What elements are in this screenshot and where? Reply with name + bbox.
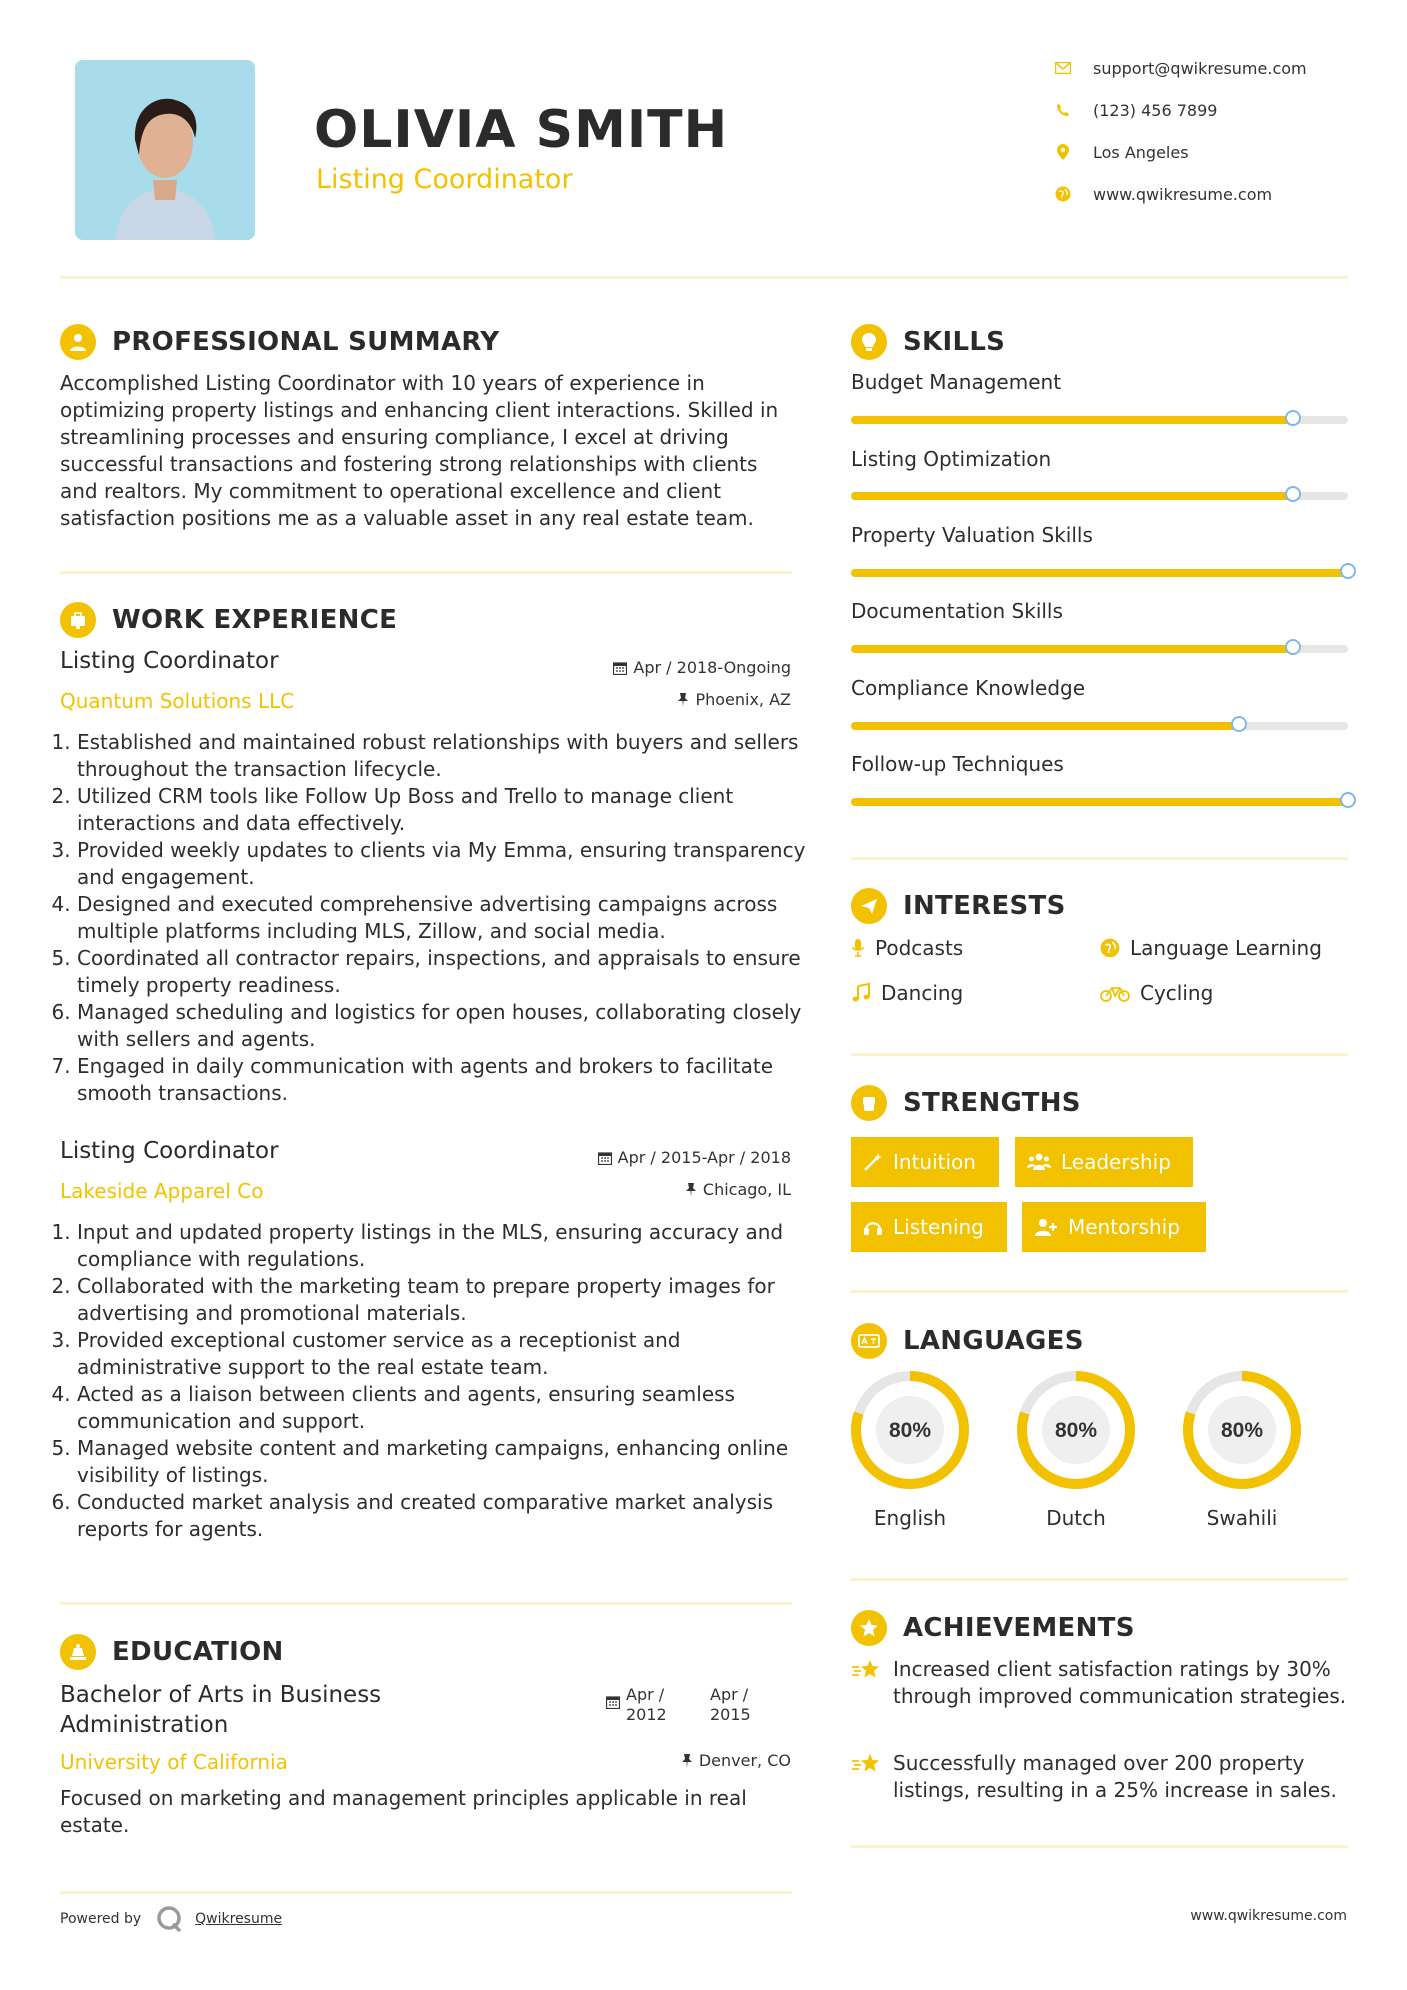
- briefcase-icon: [60, 602, 96, 638]
- interests-heading: INTERESTS: [851, 888, 1066, 924]
- job-title: Listing Coordinator: [60, 1138, 279, 1164]
- list-item: 3. Provided exceptional customer service as a receptionist and administrative support to the real estate team.: [77, 1327, 817, 1381]
- skill-bar-fill: [851, 722, 1239, 730]
- list-item: 2. Utilized CRM tools like Follow Up Boss and Trello to manage client interactions and data effectively.: [77, 783, 817, 837]
- interest-item: Language Learning: [1100, 936, 1322, 960]
- skill-bar: [851, 416, 1348, 424]
- job-dates: Apr / 2018-Ongoing: [613, 658, 791, 677]
- language-ring: [849, 1369, 971, 1491]
- interest-item: Dancing: [851, 981, 963, 1005]
- magic-wand-icon: [863, 1152, 883, 1172]
- list-item: 4. Designed and executed comprehensive advertising campaigns across multiple platforms including MLS, Zillow, and social media.: [77, 891, 817, 945]
- powered-by: [60, 1904, 282, 1934]
- user-icon: [60, 324, 96, 360]
- strengths-heading: STRENGTHS: [851, 1085, 1081, 1121]
- school: University of California: [60, 1750, 288, 1774]
- skill-bar-fill: [851, 645, 1293, 653]
- skill-bar: [851, 798, 1348, 806]
- summary-text: Accomplished Listing Coordinator with 10 years of experience in optimizing property listings and enhancing client interactions. Skilled in streamlining processes and ensuring compliance, I excel at driving successful transactions and fostering strong relationships with clients and realtors. My commitment to operational excellence and client satisfaction positions me as a valuable asset in any real estate team.: [60, 371, 779, 530]
- header-divider: [60, 276, 1348, 279]
- summary-heading: PROFESSIONAL SUMMARY: [60, 324, 499, 360]
- education-end: Apr / 2015: [710, 1685, 751, 1724]
- interest-item: Podcasts: [851, 936, 963, 960]
- skill-bar: [851, 722, 1348, 730]
- job-duties: [57, 729, 817, 1107]
- candidate-role: Listing Coordinator: [316, 164, 573, 195]
- education-dates: [606, 1685, 762, 1725]
- pushpin-icon: [685, 1183, 697, 1197]
- education-location: Denver, CO: [681, 1751, 791, 1770]
- star-icon: [851, 1610, 887, 1646]
- lightbulb-icon: [851, 324, 887, 360]
- music-note-icon: [851, 983, 871, 1003]
- strength-chip: Listening: [851, 1202, 1007, 1252]
- list-item: 6. Managed scheduling and logistics for open houses, collaborating closely with sellers and agents.: [77, 999, 817, 1053]
- skill-bar-knob: [1285, 639, 1301, 655]
- user-plus-icon: [1034, 1217, 1058, 1237]
- calendar-icon: [598, 1151, 612, 1165]
- degree: Bachelor of Arts in Business Administration: [60, 1682, 382, 1738]
- strength-chip: Mentorship: [1022, 1202, 1206, 1252]
- achievements-heading: ACHIEVEMENTS: [851, 1610, 1135, 1646]
- language-name: English: [873, 1506, 947, 1530]
- education-divider: [60, 1891, 792, 1894]
- list-item: 4. Acted as a liaison between clients and agents, ensuring seamless communication and support.: [77, 1381, 817, 1435]
- skill-bar-knob: [1231, 716, 1247, 732]
- skill-bar-fill: [851, 492, 1293, 500]
- contact-website[interactable]: [1053, 184, 1272, 204]
- skill-bar-knob: [1340, 792, 1356, 808]
- fist-icon: [851, 1085, 887, 1121]
- contact-email[interactable]: [1053, 58, 1307, 78]
- footer-url[interactable]: www.qwikresume.com: [1190, 1908, 1347, 1924]
- paper-plane-icon: [851, 888, 887, 924]
- skill-bar: [851, 569, 1348, 577]
- language-card-icon: [851, 1323, 887, 1359]
- job-company: Quantum Solutions LLC: [60, 689, 295, 713]
- contact-location: [1053, 142, 1189, 162]
- skill-bar-fill: [851, 416, 1293, 424]
- skill-name: Budget Management: [851, 370, 1062, 394]
- achievement-item: Increased client satisfaction ratings by 30% through improved communication strategies.: [851, 1656, 1351, 1710]
- list-item: 7. Engaged in daily communication with agents and brokers to facilitate smooth transactions.: [77, 1053, 817, 1107]
- strength-chip: Intuition: [851, 1137, 999, 1187]
- skill-bar: [851, 645, 1348, 653]
- achievements-divider: [851, 1845, 1348, 1848]
- qwikresume-link[interactable]: Qwikresume: [195, 1911, 283, 1927]
- contact-website-text: www.qwikresume.com: [1093, 184, 1273, 204]
- powered-by-label: Powered by: [60, 1911, 142, 1927]
- ring-percent-label: 80%: [888, 1419, 932, 1442]
- skill-bar-fill: [851, 569, 1348, 577]
- skill-name: Listing Optimization: [851, 447, 1052, 471]
- calendar-icon: [606, 1695, 620, 1709]
- map-pin-icon: [1053, 142, 1073, 162]
- list-item: 5. Coordinated all contractor repairs, inspections, and appraisals to ensure timely property readiness.: [77, 945, 817, 999]
- contact-phone[interactable]: [1053, 100, 1217, 120]
- bicycle-icon: [1100, 983, 1130, 1003]
- languages-divider: [851, 1578, 1348, 1581]
- skill-name: Follow-up Techniques: [851, 752, 1064, 776]
- ring-percent-label: 80%: [1220, 1419, 1264, 1442]
- profile-photo: [75, 60, 255, 240]
- phone-icon: [1053, 100, 1073, 120]
- ring-percent-label: 80%: [1054, 1419, 1098, 1442]
- summary-divider: [60, 571, 792, 574]
- pushpin-icon: [677, 693, 689, 707]
- job-location: Chicago, IL: [685, 1180, 791, 1199]
- strengths-divider: [851, 1290, 1348, 1293]
- shooting-star-icon: [851, 1752, 883, 1776]
- calendar-icon: [613, 661, 627, 675]
- language-name: Dutch: [1046, 1506, 1106, 1530]
- work-divider: [60, 1602, 792, 1605]
- achievement-item: Successfully managed over 200 property listings, resulting in a 25% increase in sales.: [851, 1750, 1351, 1804]
- skill-name: Compliance Knowledge: [851, 676, 1086, 700]
- headphones-icon: [863, 1217, 883, 1237]
- job-duties: [57, 1219, 817, 1543]
- microphone-icon: [851, 938, 865, 958]
- education-heading: EDUCATION: [60, 1634, 284, 1670]
- skill-bar: [851, 492, 1348, 500]
- contact-phone-text: (123) 456 7899: [1093, 100, 1218, 120]
- qwikresume-logo-icon: [155, 1904, 185, 1934]
- interest-item: Cycling: [1100, 981, 1213, 1005]
- list-item: 6. Conducted market analysis and created comparative market analysis reports for agents.: [77, 1489, 817, 1543]
- graduation-icon: [60, 1634, 96, 1670]
- skills-heading: SKILLS: [851, 324, 1005, 360]
- globe-icon: [1100, 938, 1120, 958]
- skill-bar-fill: [851, 798, 1348, 806]
- strength-chip: Leadership: [1015, 1137, 1193, 1187]
- list-item: 1. Established and maintained robust relationships with buyers and sellers throughout the transaction lifecycle.: [77, 729, 817, 783]
- job-location: Phoenix, AZ: [677, 690, 791, 709]
- pushpin-icon: [681, 1754, 693, 1768]
- envelope-icon: [1053, 58, 1073, 78]
- job-dates: Apr / 2015-Apr / 2018: [598, 1148, 791, 1167]
- list-item: 1. Input and updated property listings in the MLS, ensuring accuracy and compliance with regulations.: [77, 1219, 817, 1273]
- language-ring: [1015, 1369, 1137, 1491]
- contact-email-text: support@qwikresume.com: [1093, 58, 1307, 78]
- job-title: Listing Coordinator: [60, 648, 279, 674]
- education-description: Focused on marketing and management principles applicable in real estate.: [60, 1786, 747, 1837]
- language-name: Swahili: [1206, 1506, 1278, 1530]
- skill-name: Documentation Skills: [851, 599, 1063, 623]
- shooting-star-icon: [851, 1658, 883, 1682]
- list-item: 5. Managed website content and marketing campaigns, enhancing online visibility of listings.: [77, 1435, 817, 1489]
- contact-location-text: Los Angeles: [1093, 142, 1189, 162]
- skills-divider: [851, 857, 1348, 860]
- users-icon: [1027, 1152, 1051, 1172]
- list-item: 2. Collaborated with the marketing team to prepare property images for advertising and promotional materials.: [77, 1273, 817, 1327]
- language-ring: [1181, 1369, 1303, 1491]
- education-start: Apr / 2012: [626, 1685, 667, 1724]
- languages-heading: LANGUAGES: [851, 1323, 1084, 1359]
- skill-bar-knob: [1285, 410, 1301, 426]
- list-item: 3. Provided weekly updates to clients via My Emma, ensuring transparency and engagement.: [77, 837, 817, 891]
- skill-bar-knob: [1285, 486, 1301, 502]
- interests-divider: [851, 1053, 1348, 1056]
- job-company: Lakeside Apparel Co: [60, 1179, 264, 1203]
- globe-icon: [1053, 184, 1073, 204]
- candidate-name: OLIVIA SMITH: [314, 100, 729, 160]
- skill-bar-knob: [1340, 563, 1356, 579]
- work-heading: WORK EXPERIENCE: [60, 602, 397, 638]
- skill-name: Property Valuation Skills: [851, 523, 1093, 547]
